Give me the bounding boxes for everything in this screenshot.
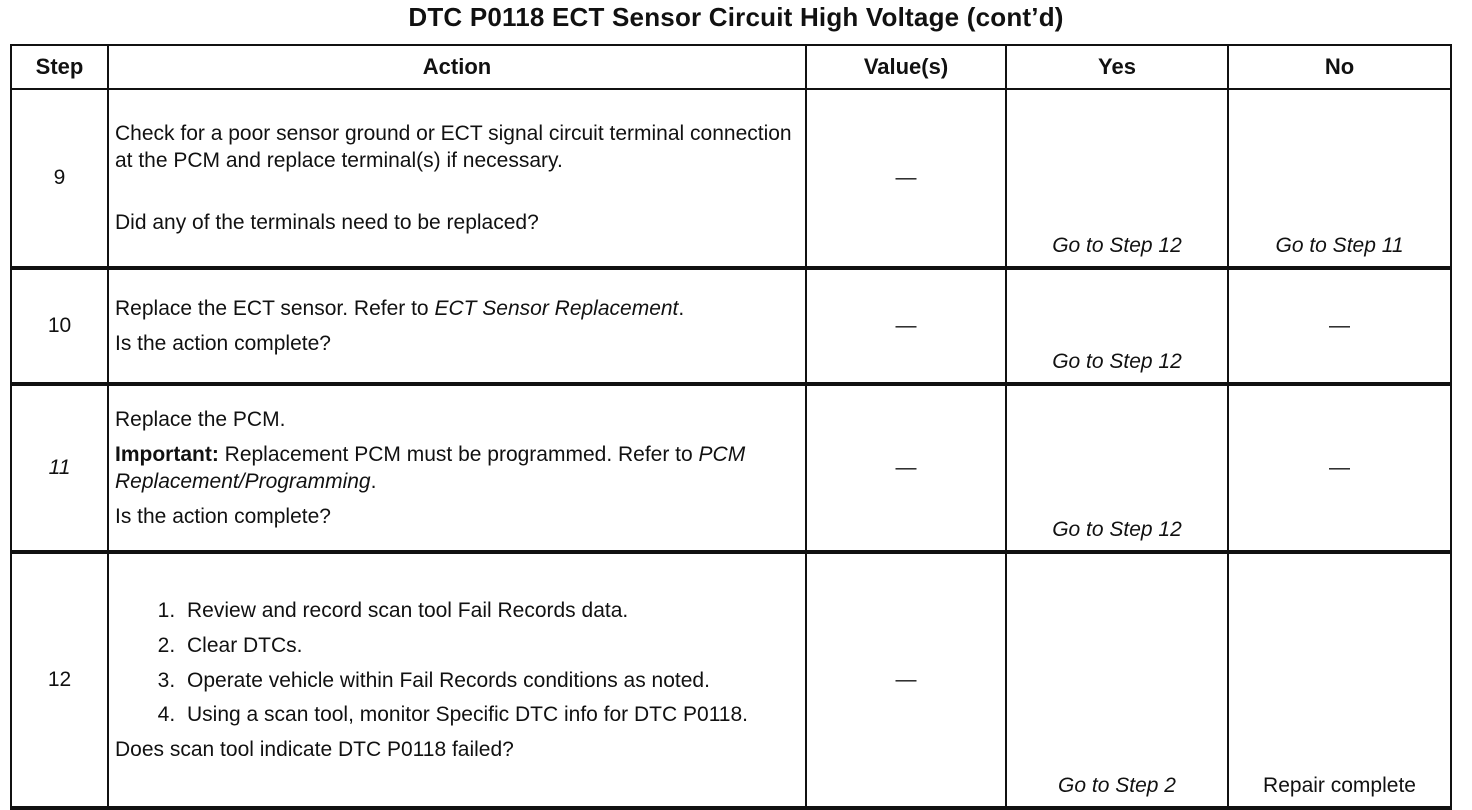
action-question: Did any of the terminals need to be replaced?	[115, 211, 539, 235]
step-number: 11	[11, 384, 108, 552]
yes-result: Go to Step 12	[1006, 384, 1228, 552]
value-cell: —	[806, 268, 1006, 384]
list-item: 3. Operate vehicle within Fail Records conditions as noted.	[181, 668, 799, 695]
action-text-suffix: .	[678, 297, 685, 321]
yes-result: Go to Step 12	[1006, 89, 1228, 268]
action-question: Is the action complete?	[115, 504, 331, 528]
action-cell	[108, 552, 806, 808]
table-row	[11, 89, 1451, 268]
value-cell: —	[806, 552, 1006, 808]
step-number: 10	[11, 268, 108, 384]
important-note	[115, 442, 799, 496]
list-item: 4. Using a scan tool, monitor Specific DTC info for DTC P0118.	[181, 702, 799, 729]
action-question: Is the action complete?	[115, 332, 331, 355]
step-number: 12	[11, 552, 108, 808]
header-values: Value(s)	[806, 45, 1006, 89]
action-reference: ECT Sensor Replacement	[434, 297, 679, 321]
value-cell: —	[806, 89, 1006, 268]
no-result: Repair complete	[1228, 552, 1451, 808]
table-row	[11, 268, 1451, 384]
yes-result: Go to Step 12	[1006, 268, 1228, 384]
procedure-list	[115, 598, 799, 730]
action-cell	[108, 89, 806, 268]
value-cell: —	[806, 384, 1006, 552]
action-cell	[108, 384, 806, 552]
table-row	[11, 384, 1451, 552]
action-text: Replace the PCM.	[115, 408, 286, 432]
no-result: —	[1228, 268, 1451, 384]
action-text	[115, 296, 799, 323]
action-question: Does scan tool indicate DTC P0118 failed?	[115, 738, 514, 762]
header-yes: Yes	[1006, 45, 1228, 89]
list-item: 1. Review and record scan tool Fail Records data.	[181, 598, 799, 625]
page-title: DTC P0118 ECT Sensor Circuit High Voltage (cont’d)	[408, 2, 1064, 32]
action-cell	[108, 268, 806, 384]
no-result: Go to Step 11	[1228, 89, 1451, 268]
header-action: Action	[108, 45, 806, 89]
step-number: 9	[11, 89, 108, 268]
important-text: Replacement PCM must be programmed. Refer to	[218, 443, 699, 467]
diagnostic-table	[10, 44, 1452, 810]
header-no: No	[1228, 45, 1451, 89]
no-result: —	[1228, 384, 1451, 552]
action-text: Check for a poor sensor ground or ECT signal circuit terminal connection at the PCM and replace terminal(s) if necessary.	[115, 121, 792, 172]
important-label: Important:	[115, 443, 219, 467]
important-reference: PCM Replacement/Programming	[115, 443, 746, 493]
action-text-prefix: Replace the ECT sensor. Refer to	[115, 297, 435, 321]
header-step: Step	[11, 45, 108, 89]
yes-result: Go to Step 2	[1006, 552, 1228, 808]
important-suffix: .	[370, 470, 377, 493]
list-item: 2. Clear DTCs.	[181, 633, 799, 660]
table-row	[11, 552, 1451, 808]
table-header-row	[11, 45, 1451, 89]
